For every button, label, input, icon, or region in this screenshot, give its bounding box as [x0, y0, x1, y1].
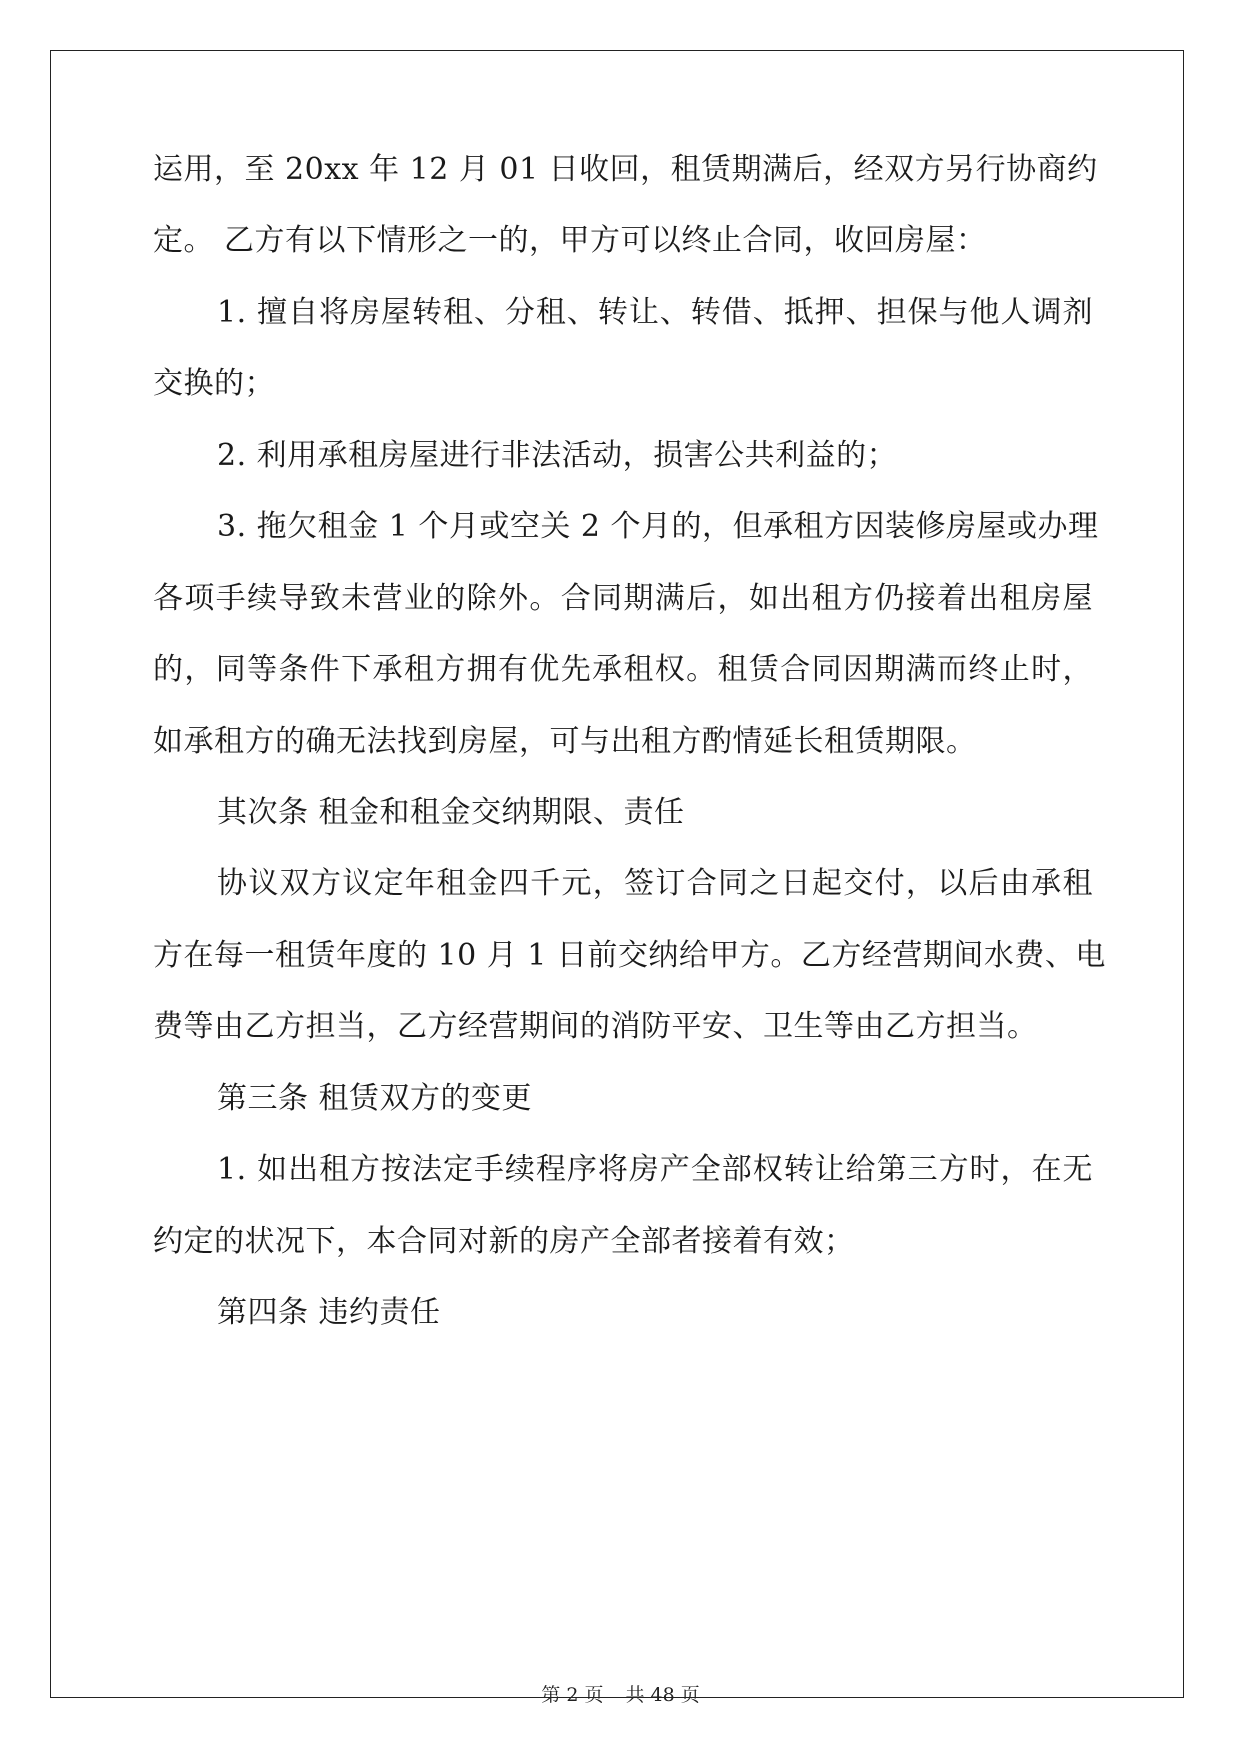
paragraph-1-line-1: 运用，至 20xx 年 12 月 01 日收回，租赁期满后，经双方另行协商约 — [153, 152, 1098, 187]
item-3-line-3: 的，同等条件下承租方拥有优先承租权。租赁合同因期满而终止时， — [153, 652, 1093, 687]
page-number: 第 2 页 — [541, 1684, 604, 1706]
page-total: 共 48 页 — [625, 1684, 700, 1706]
item-3-line-2: 各项手续导致未营业的除外。合同期满后，如出租方仍接着出租房屋 — [153, 581, 1093, 616]
article-2-line-2: 方在每一租赁年度的 10 月 1 日前交纳给甲方。乙方经营期间水费、电 — [153, 938, 1106, 973]
item-3-line-1: 3. 拖欠租金 1 个月或空关 2 个月的，但承租方因装修房屋或办理 — [217, 509, 1099, 544]
item-3-line-4: 如承租方的确无法找到房屋，可与出租方酌情延长租赁期限。 — [153, 724, 977, 759]
article-3-line-1: 1. 如出租方按法定手续程序将房产全部权转让给第三方时，在无 — [217, 1152, 1093, 1187]
page-footer — [0, 1683, 1241, 1707]
article-3-heading: 第三条 租赁双方的变更 — [217, 1081, 533, 1116]
article-2-line-1: 协议双方议定年租金四千元，签订合同之日起交付，以后由承租 — [217, 866, 1093, 901]
item-1-line-1: 1. 擅自将房屋转租、分租、转让、转借、抵押、担保与他人调剂 — [217, 295, 1093, 330]
article-2-line-3: 费等由乙方担当，乙方经营期间的消防平安、卫生等由乙方担当。 — [153, 1009, 1038, 1044]
paragraph-1-line-2: 定。 乙方有以下情形之一的，甲方可以终止合同，收回房屋： — [153, 223, 987, 258]
item-1-line-2: 交换的； — [153, 366, 275, 401]
article-3-line-2: 约定的状况下，本合同对新的房产全部者接着有效； — [153, 1224, 855, 1259]
article-4-heading: 第四条 违约责任 — [217, 1295, 441, 1330]
article-2-heading: 其次条 租金和租金交纳期限、责任 — [217, 795, 685, 830]
item-2-line-1: 2. 利用承租房屋进行非法活动，损害公共利益的； — [217, 438, 898, 473]
